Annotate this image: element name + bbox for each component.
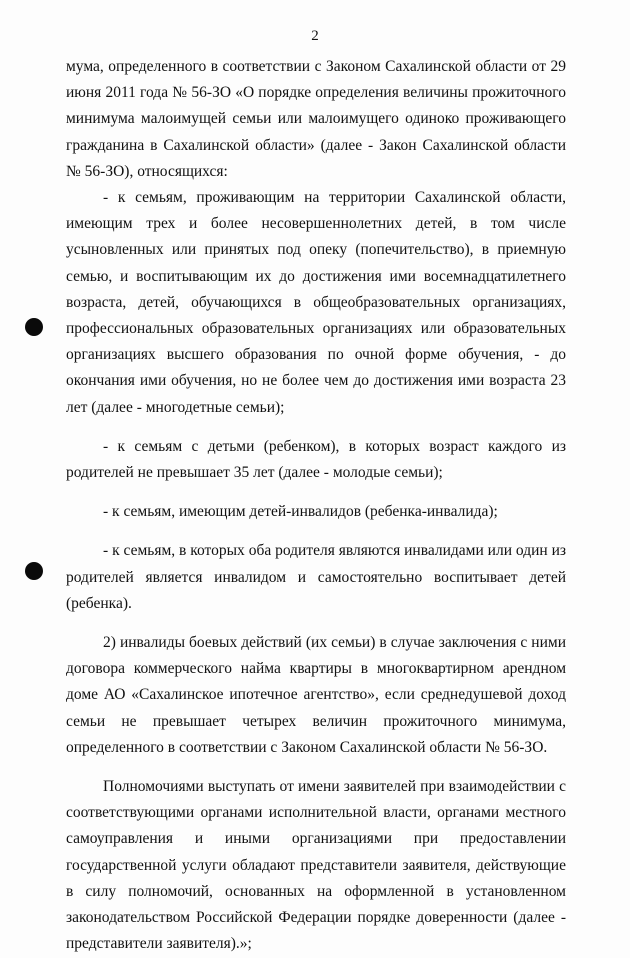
punch-hole-mark	[25, 562, 43, 580]
paragraph-disabled-children: - к семьям, имеющим детей-инвалидов (ребенка-инвалида);	[103, 503, 498, 521]
paragraph-combat-veterans: 2) инвалиды боевых действий (их семьи) в случае заключения с ними договора коммерческого найма квартиры в многоквартирном арендном доме АО «Сахалинское ипотечное агентство», если среднедушевой доход семьи не превышает четырех величин прожиточного минимума, определенного в соответствии с Законом Сахалинской области № 56-ЗО.	[66, 634, 566, 756]
page-number: 2	[311, 28, 319, 44]
document-body	[66, 54, 566, 958]
paragraph-large-families: - к семьям, проживающим на территории Сахалинской области, имеющим трех и более несовершеннолетних детей, в том числе усыновленных или принятых под опеку (попечительство), в приемную семью, и воспитывающим их до достижения ими восемнадцатилетнего возраста, детей, обучающихся в общеобразовательных организациях, профессиональных образовательных организациях или образовательных организациях высшего образования по очной форме обучения, - до окончания ими обучения, но не более чем до достижения ими возраста 23 лет (далее - многодетные семьи);	[66, 189, 566, 416]
paragraph-continuation: мума, определенного в соответствии с Законом Сахалинской области от 29 июня 2011 года № 56-ЗО «О порядке определения величины прожиточного минимума малоимущей семьи или малоимущего одиноко проживающего гражданина в Сахалинской области» (далее - Закон Сахалинской области № 56-ЗО), относящихся:	[66, 58, 566, 180]
punch-hole-mark	[25, 318, 43, 336]
paragraph-disabled-parents: - к семьям, в которых оба родителя являются инвалидами или один из родителей является инвалидом и самостоятельно воспитывает детей (ребенка).	[66, 542, 566, 612]
paragraph-representatives: Полномочиями выступать от имени заявителей при взаимодействии с соответствующими органами исполнительной власти, органами местного самоуправления и иными организациями при предоставлении государственной услуги обладают представители заявителя, действующие в силу полномочий, основанных на оформленной в установленном законодательством Российской Федерации порядке доверенности (далее - представители заявителя).»;	[66, 778, 566, 953]
paragraph-young-families: - к семьям с детьми (ребенком), в которых возраст каждого из родителей не превышает 35 лет (далее - молодые семьи);	[66, 437, 566, 482]
